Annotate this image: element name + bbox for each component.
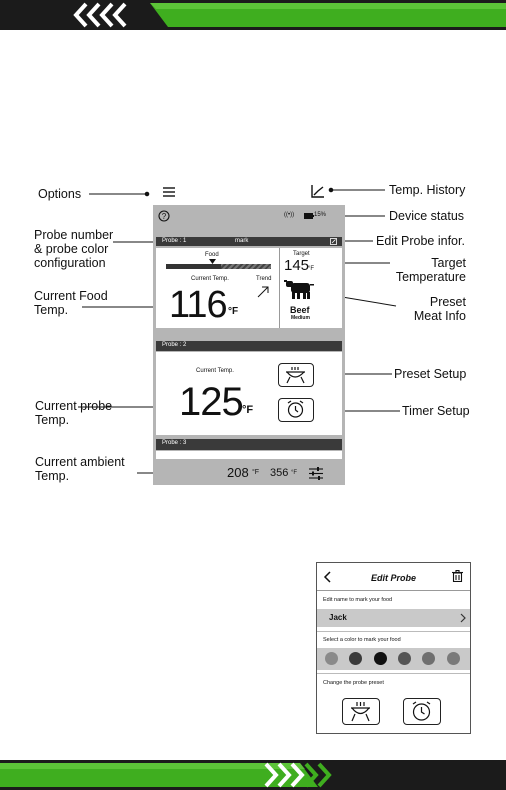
settings-sliders-icon[interactable] <box>309 467 323 480</box>
ambient-value-2: 356 <box>270 467 289 479</box>
edit-divider-3 <box>317 673 470 674</box>
probe1-temp-value: 116 <box>169 284 227 326</box>
probe3-label: Probe : 3 <box>162 440 187 446</box>
help-icon[interactable] <box>158 210 170 222</box>
edit-preset-button[interactable] <box>342 698 380 725</box>
probe1-doneness: Medium <box>291 315 310 321</box>
probe1-divider <box>279 248 280 328</box>
probe1-target-label: Target <box>293 251 310 257</box>
probe1-name: mark <box>235 238 249 244</box>
preset-prompt: Change the probe preset <box>323 680 384 686</box>
callout-current-probe-temp <box>35 399 112 427</box>
timer-setup-button[interactable] <box>278 398 314 422</box>
preset-setup-button[interactable] <box>278 363 314 387</box>
cow-icon <box>284 278 316 300</box>
color-swatch[interactable] <box>349 652 362 665</box>
probe2-card[interactable] <box>156 352 342 435</box>
callout-current-probe-line2: Temp. <box>35 413 70 427</box>
probe1-progress-remaining <box>221 264 271 269</box>
callout-preset-meat-info <box>398 295 466 323</box>
probe2-temp-unit: °F <box>242 404 254 416</box>
menu-icon[interactable] <box>163 186 175 198</box>
callout-target-temperature <box>390 256 466 284</box>
name-input-row[interactable] <box>317 609 470 627</box>
back-chevron-icon[interactable] <box>323 571 331 583</box>
probe2-header-bar[interactable] <box>156 341 342 351</box>
edit-timer-button[interactable] <box>403 698 441 725</box>
callout-current-ambient-line1: Current ambient <box>35 455 125 469</box>
ambient-unit-2: °F <box>291 470 298 476</box>
probe1-header-bar[interactable] <box>156 237 342 246</box>
ambient-unit-1: °F <box>252 469 260 476</box>
name-input-value: Jack <box>329 613 347 622</box>
battery-icon <box>304 213 314 219</box>
trend-arrow-icon <box>257 286 269 298</box>
ambient-value-1: 208 <box>227 465 249 480</box>
edit-probe-title: Edit Probe <box>371 573 417 583</box>
callout-timer-setup: Timer Setup <box>402 404 470 418</box>
callout-current-ambient-line2: Temp. <box>35 469 70 483</box>
callout-current-ambient-temp <box>35 455 125 483</box>
probe2-temp-value: 125 <box>179 380 243 424</box>
probe3-card[interactable] <box>156 451 342 459</box>
name-prompt: Edit name to mark your food <box>323 597 393 603</box>
color-swatch[interactable] <box>398 652 411 665</box>
battery-percent: 15% <box>314 212 327 218</box>
phone-screen <box>153 205 345 485</box>
probe1-target-value: 145 <box>284 257 310 274</box>
probe1-meat: Beef <box>290 305 310 315</box>
probe2-current-label: Current Temp. <box>196 368 234 374</box>
color-swatch-row <box>317 648 470 670</box>
alarm-clock-icon <box>279 399 312 420</box>
callout-temp-history: Temp. History <box>389 183 466 197</box>
probe1-current-label: Current Temp. <box>191 276 229 282</box>
callout-current-food-line1: Current Food <box>34 289 108 303</box>
grill-icon <box>343 699 378 723</box>
color-prompt: Select a color to mark your food <box>323 637 401 643</box>
signal-icon: ((•)) <box>284 212 295 218</box>
callout-preset-meat-line1: Preset <box>429 295 466 309</box>
probe1-target-unit: °F <box>308 266 315 272</box>
callout-current-food-temp <box>34 289 108 317</box>
edit-probe-icon[interactable] <box>330 238 337 245</box>
color-swatch[interactable] <box>447 652 460 665</box>
edit-divider-2 <box>317 631 470 632</box>
callout-edit-probe-info: Edit Probe infor. <box>376 234 465 248</box>
svg-text:?: ? <box>161 212 167 221</box>
callout-target-line1: Target <box>431 256 466 270</box>
probe1-card[interactable] <box>156 248 342 328</box>
probe3-header-bar[interactable] <box>156 439 342 450</box>
color-swatch[interactable] <box>325 652 338 665</box>
edit-divider-1 <box>317 590 470 591</box>
color-swatch[interactable] <box>374 652 387 665</box>
trash-icon[interactable] <box>452 570 463 582</box>
callout-device-status: Device status <box>389 209 465 223</box>
probe2-label: Probe : 2 <box>162 342 187 348</box>
probe1-trend-label: Trend <box>256 276 272 282</box>
callout-preset-meat-line2: Meat Info <box>413 309 466 323</box>
probe1-progress-bar <box>166 264 271 269</box>
callout-probe-number-line1: Probe number <box>34 228 114 242</box>
edit-probe-screen <box>316 562 471 734</box>
callout-preset-setup: Preset Setup <box>394 367 467 381</box>
callout-target-line2: Temperature <box>395 270 466 284</box>
callout-current-probe-line1: Current probe <box>35 399 113 413</box>
chevron-right-icon <box>460 613 466 623</box>
probe1-temp-unit: °F <box>228 306 239 317</box>
history-chart-icon[interactable] <box>311 184 325 198</box>
callout-probe-number <box>34 228 113 270</box>
callout-options: Options <box>38 187 82 201</box>
color-swatch[interactable] <box>422 652 435 665</box>
callout-probe-number-line3: configuration <box>34 256 106 270</box>
callout-probe-number-line2: & probe color <box>34 242 109 256</box>
probe1-food-label: Food <box>205 252 219 258</box>
callout-current-food-line2: Temp. <box>34 303 69 317</box>
alarm-clock-icon <box>404 699 439 723</box>
probe1-label: Probe : 1 <box>162 238 187 244</box>
grill-icon <box>279 364 312 385</box>
